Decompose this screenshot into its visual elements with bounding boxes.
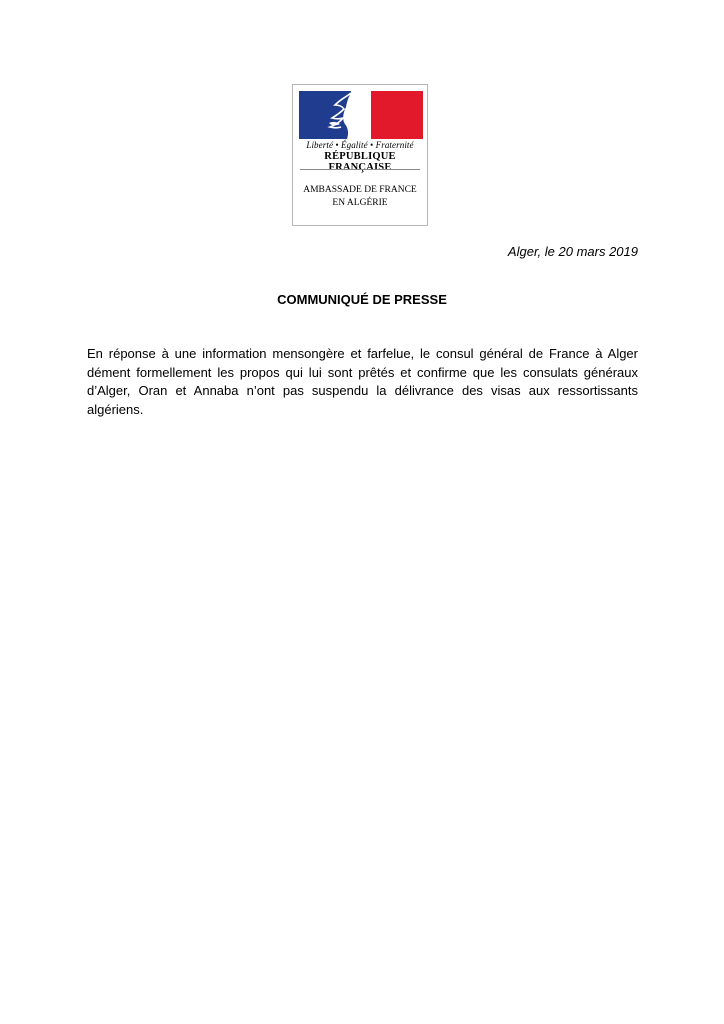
embassy-logo xyxy=(292,84,428,226)
republique-francaise-text: RÉPUBLIQUE FRANÇAISE xyxy=(324,151,396,173)
embassy-line-1: AMBASSADE DE FRANCE xyxy=(303,185,417,195)
motto-text: Liberté • Égalité • Fraternité xyxy=(306,140,414,150)
marianne-flag-icon xyxy=(299,91,423,139)
embassy-line-2: EN ALGÉRIE xyxy=(332,198,388,208)
logo-divider xyxy=(300,169,420,170)
document-date: Alger, le 20 mars 2019 xyxy=(507,244,638,259)
document-title: COMMUNIQUÉ DE PRESSE xyxy=(277,292,447,307)
document-body: En réponse à une information mensongère et farfelue, le consul général de France à Alger dément formellement les propos qui lui sont prêtés et confirme que les consulats généraux d’Alger, Oran et Annaba n’ont pas suspendu la délivrance des visas aux ressortissants algériens. xyxy=(87,346,638,417)
embassy-name xyxy=(293,184,427,210)
